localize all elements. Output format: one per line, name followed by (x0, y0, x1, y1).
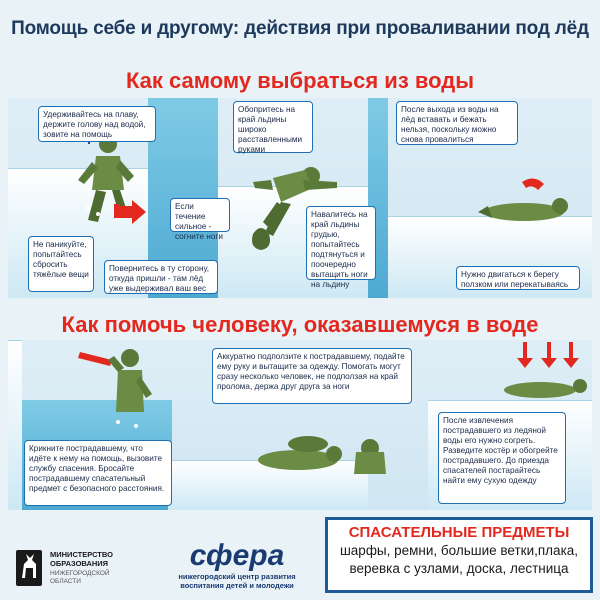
page-title: Помощь себе и другому: действия при проваливании под лёд (11, 18, 589, 39)
person-in-water-icon (78, 342, 168, 432)
tip-bubble: Крикните пострадавшему, что идёте к нему на помощь, вызовите службу спасения. Бросайте пострадавшему спасательный предмет с безопасного расстояния. (24, 440, 172, 506)
ministry-logo (14, 548, 154, 590)
person-lying-icon (498, 372, 588, 402)
tip-bubble: Навалитесь на край льдины грудью, попытайтесь подтянуться и поочередно вытащить ноги на льдину (306, 206, 376, 280)
tip-bubble: Обопритесь на край льдины широко расставленными руками (233, 101, 313, 153)
section1-scene (8, 98, 592, 298)
sfera-sub1: нижегородский центр развития (178, 572, 296, 581)
tip-bubble: После извлечения пострадавшего из ледяной воды его нужно согреть. Разведите костёр и обогрейте пострадавшего. До приезда спасателей постарайтесь найти ему сухую одежду (438, 412, 566, 504)
sfera-sub2: воспитания детей и молодежи (180, 581, 294, 590)
tip-bubble: Аккуратно подползите к пострадавшему, подайте ему руку и вытащите за одежду. Помогать могут сразу несколько человек, не подползая на край пролома, держа друг друга за ноги (212, 348, 412, 404)
ministry-line1: МИНИСТЕРСТВО (50, 550, 113, 559)
tip-bubble: После выхода из воды на лёд вставать и бежать нельзя, поскольку можно снова провалиться (396, 101, 518, 145)
tip-bubble: Не паникуйте, попытайтесь сбросить тяжёлые вещи (28, 236, 94, 292)
tip-bubble: Если течение сильное - согните ноги (170, 198, 230, 232)
deer-emblem-icon (14, 548, 44, 588)
ministry-line3: НИЖЕГОРОДСКОЙ (50, 570, 110, 577)
rescue-items-box (325, 517, 593, 593)
tip-bubble: Нужно двигаться к берегу ползком или перекатываясь (456, 266, 580, 290)
rescuers-crawling-icon (238, 428, 398, 478)
section2-scene (8, 340, 592, 510)
arrow-right-icon (110, 198, 150, 228)
rescue-items-line2: веревка с узлами, доска, лестница (349, 561, 569, 576)
sfera-logo (162, 540, 312, 595)
ministry-line4: ОБЛАСТИ (50, 578, 81, 585)
person-crawling-icon (468, 176, 578, 226)
ministry-line2: ОБРАЗОВАНИЯ (50, 559, 109, 568)
rescue-items-line1: шарфы, ремни, большие ветки,плака, (339, 543, 579, 558)
sfera-wordmark: сфера (189, 539, 285, 572)
tip-bubble: Повернитесь в ту сторону, откуда пришли - там лёд уже выдерживал ваш вес (104, 260, 218, 294)
section1-title: Как самому выбраться из воды (125, 68, 475, 93)
tip-bubble: Удерживайтесь на плаву, держите голову над водой, зовите на помощь (38, 106, 156, 142)
rescue-items-title: СПАСАТЕЛЬНЫЕ ПРЕДМЕТЫ (348, 524, 570, 541)
section2-title: Как помочь человеку, оказавшемуся в воде (61, 312, 539, 337)
